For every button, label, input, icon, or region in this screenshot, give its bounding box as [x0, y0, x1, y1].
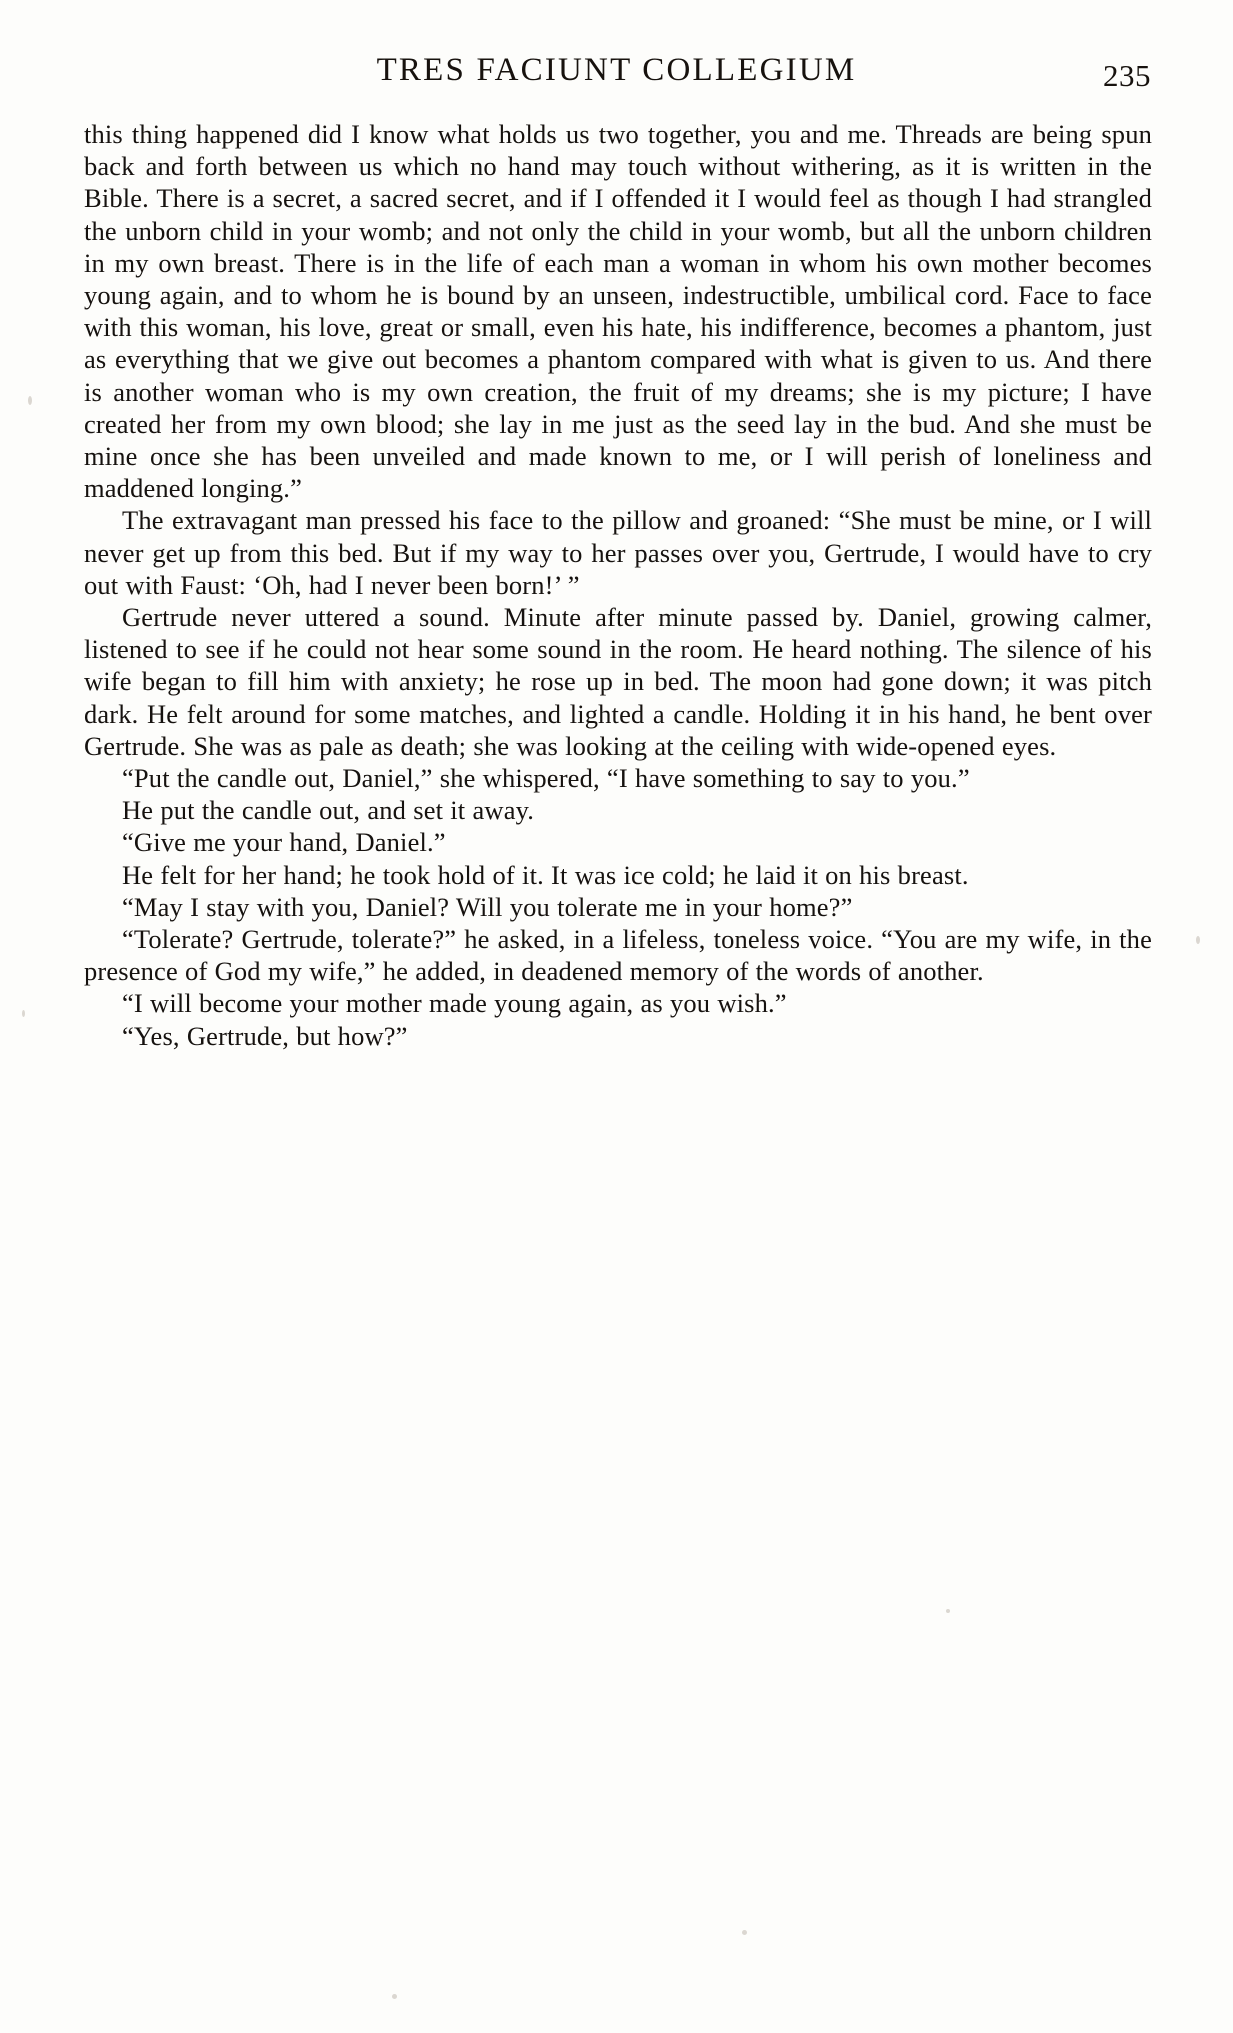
paragraph: “Yes, Gertrude, but how?” — [122, 1020, 408, 1051]
paragraph: “I will become your mother made young again, as you wish.” — [122, 988, 787, 1019]
page-number: 235 — [1103, 58, 1151, 93]
paper-speck — [22, 1010, 25, 1017]
paper-speck — [1196, 936, 1200, 944]
paragraph: “Tolerate? Gertrude, tolerate?” he asked, in a lifeless, toneless voice. “You are my wife, in the presence of God my wife,” he added, in deadened memory of the words of another. — [84, 924, 1152, 987]
body-text — [84, 118, 1152, 1052]
paragraph: The extravagant man pressed his face to the pillow and groaned: “She must be mine, or I will never get up from this bed. But if my way to her passes over you, Gertrude, I would have to cry out with Faust: ‘Oh, had I never been born!’ ” — [84, 505, 1152, 600]
paper-speck — [742, 1930, 747, 1935]
paper-speck — [946, 1609, 950, 1613]
paragraph: “Give me your hand, Daniel.” — [122, 827, 446, 858]
paragraph: “Put the candle out, Daniel,” she whispered, “I have something to say to you.” — [122, 763, 970, 794]
paragraph: Gertrude never uttered a sound. Minute after minute passed by. Daniel, growing calmer, listened to see if he could not hear some sound in the room. He heard nothing. The silence of his wife began to fill him with anxiety; he rose up in bed. The moon had gone down; it was pitch dark. He felt around for some matches, and lighted a candle. Holding it in his hand, he bent over Gertrude. She was as pale as death; she was looking at the ceiling with wide-opened eyes. — [84, 602, 1152, 761]
paper-speck — [392, 1994, 397, 1999]
paragraph: this thing happened did I know what holds us two together, you and me. Threads are being spun back and forth between us which no hand may touch without withering, as it is written in the Bible. There is a secret, a sacred secret, and if I offended it I would feel as though I had strangled the unborn child in your womb; and not only the child in your womb, but all the unborn children in my own breast. There is in the life of each man a woman in whom his own mother becomes young again, and to whom he is bound by an unseen, indestructible, umbilical cord. Face to face with this woman, his love, great or small, even his hate, his indifference, becomes a phantom, just as everything that we give out becomes a phantom compared with what is given to us. And there is another woman who is my own creation, the fruit of my dreams; she is my picture; I have created her from my own blood; she lay in me just as the seed lay in the bud. And she must be mine once she has been unveiled and made known to me, or I will perish of loneliness and maddened longing.” — [84, 119, 1152, 504]
paper-speck — [28, 396, 32, 405]
paragraph: He felt for her hand; he took hold of it. It was ice cold; he laid it on his breast. — [122, 859, 969, 890]
paragraph: “May I stay with you, Daniel? Will you tolerate me in your home?” — [122, 891, 853, 922]
running-title: TRES FACIUNT COLLEGIUM — [376, 52, 857, 88]
page-header — [0, 52, 1233, 102]
paragraph: He put the candle out, and set it away. — [122, 795, 535, 826]
